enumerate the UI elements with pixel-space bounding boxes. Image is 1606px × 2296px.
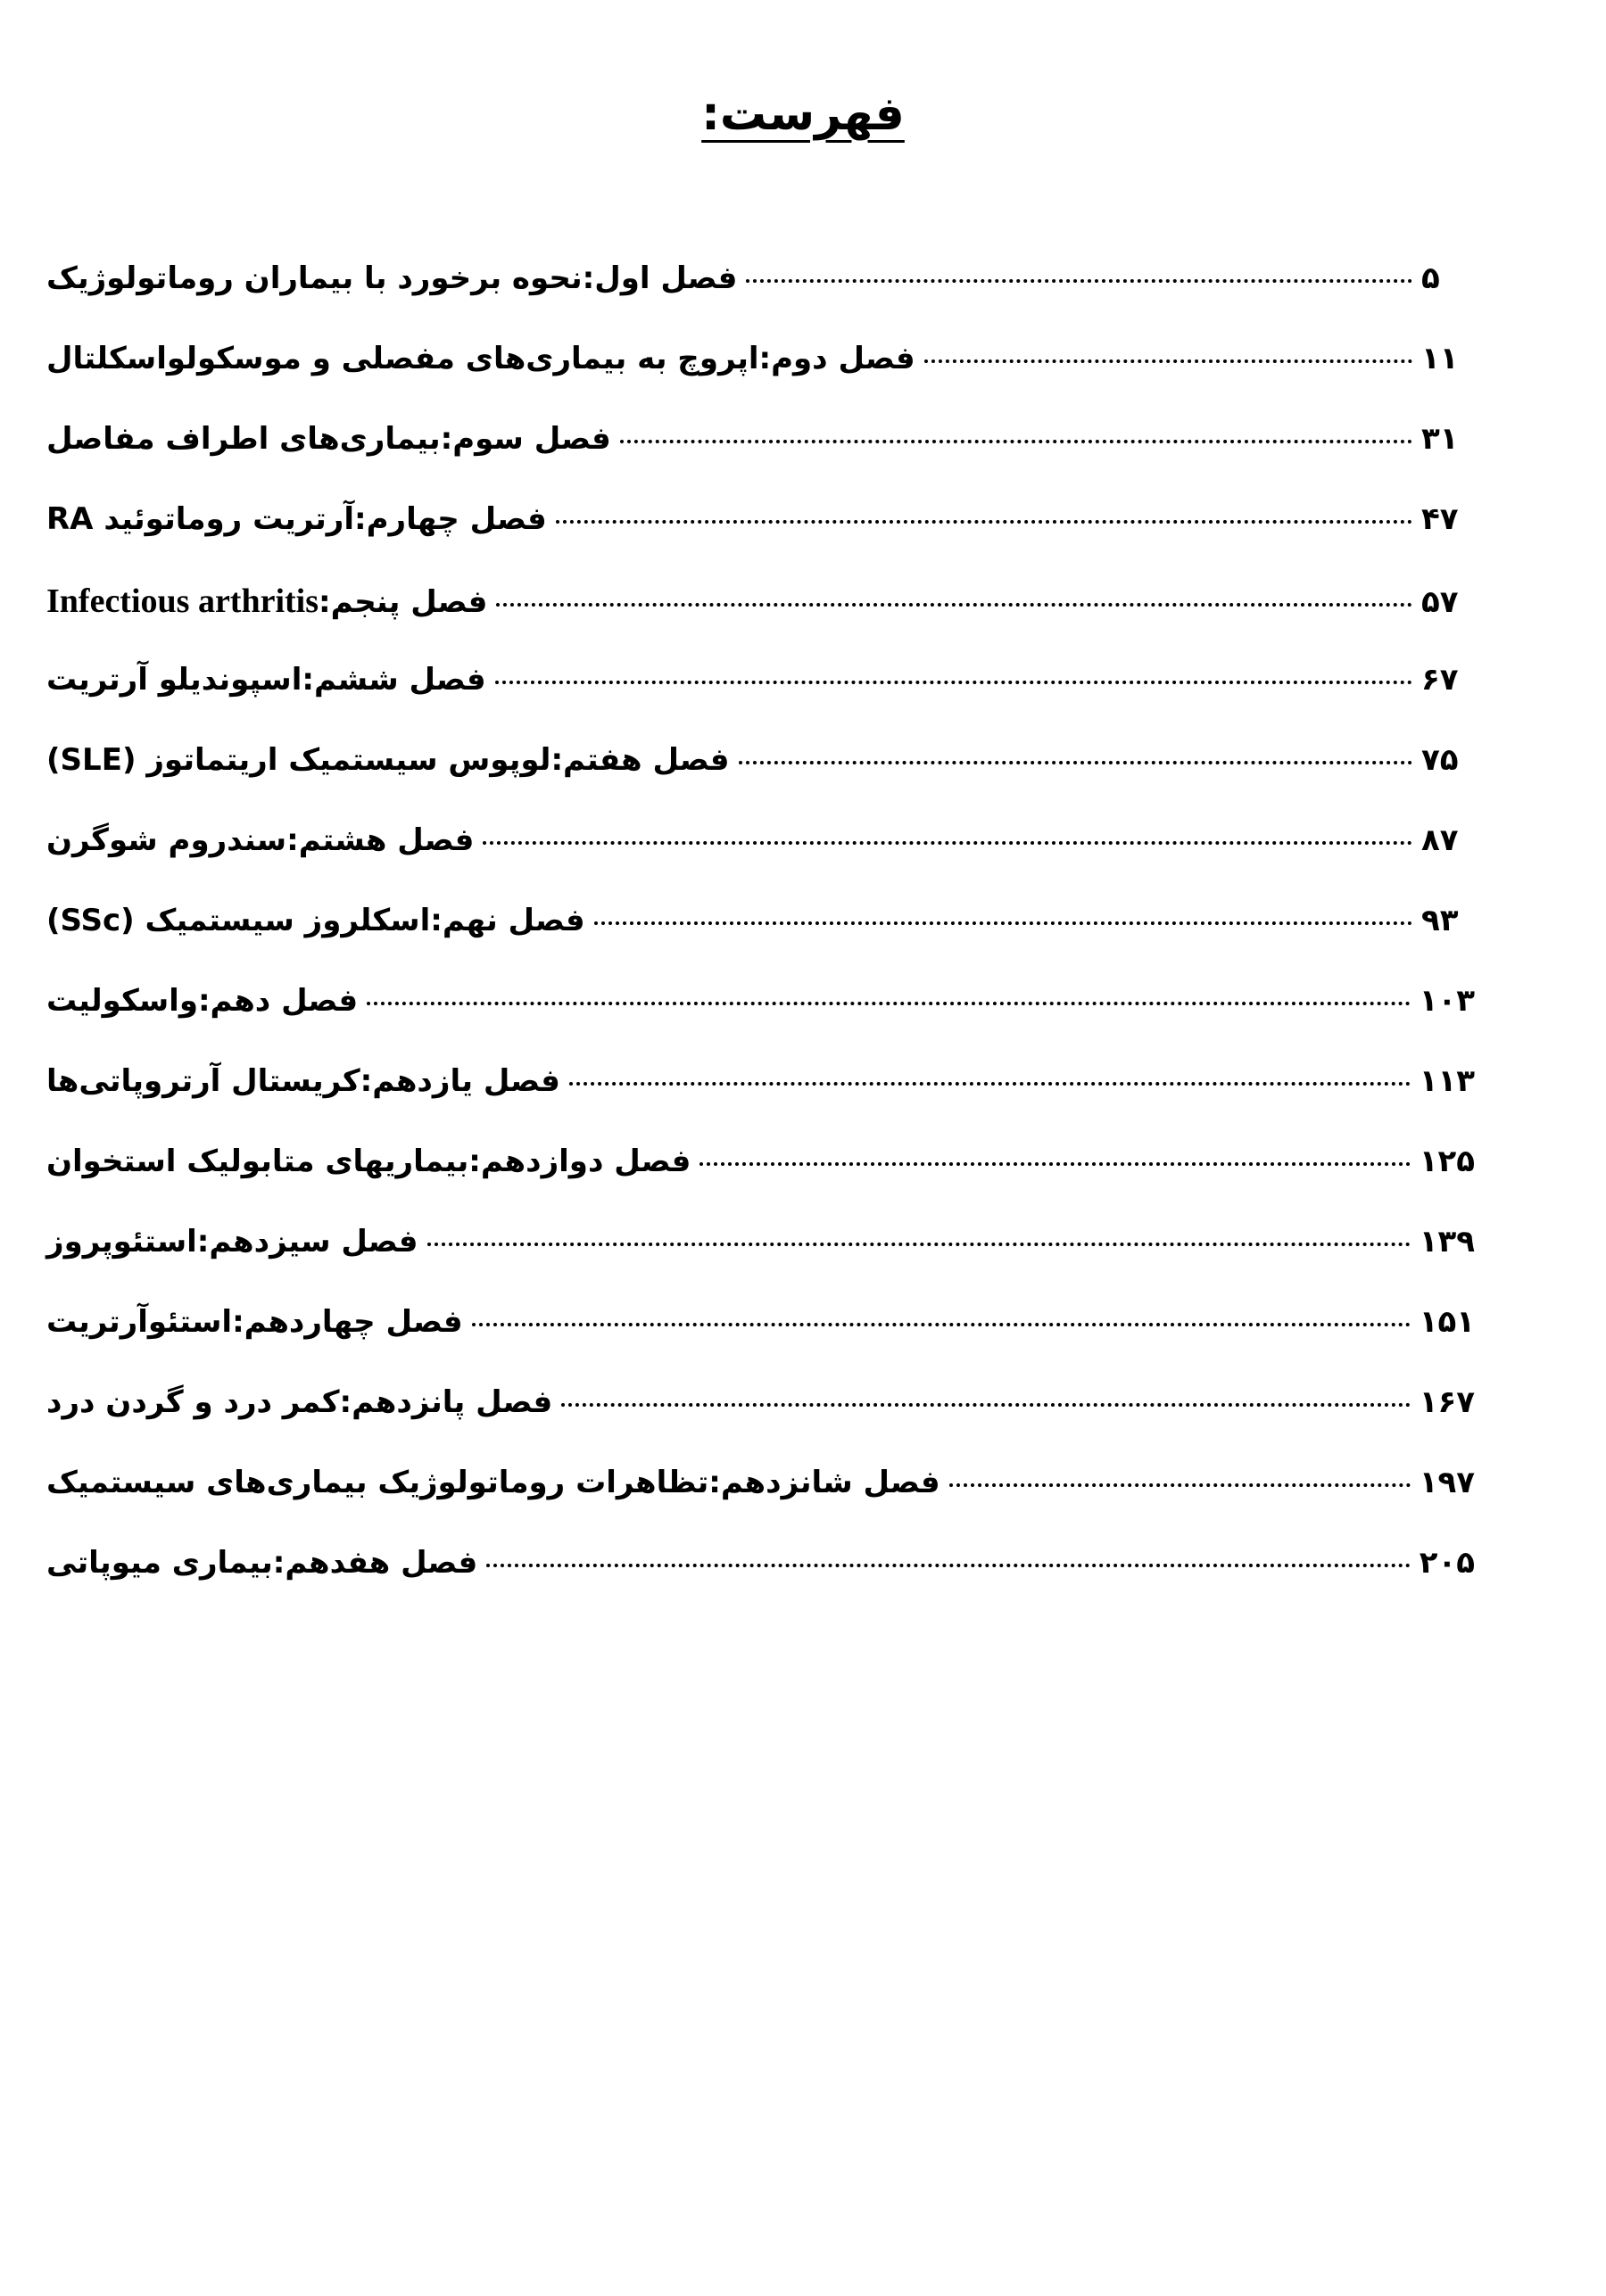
- page-number: ۹۳: [1421, 903, 1459, 938]
- dot-leader: [594, 921, 1412, 925]
- dot-leader: [427, 1243, 1411, 1246]
- table-of-contents: [46, 260, 1475, 1628]
- chapter-label: فصل هفدهم:: [272, 1545, 478, 1581]
- page-number: ۶۷: [1421, 662, 1459, 698]
- chapter-title: نحوه برخورد با بیماران روماتولوژیک: [46, 260, 583, 296]
- dot-leader: [496, 603, 1412, 607]
- chapter-label: فصل پنجم:: [319, 584, 488, 620]
- page-number: ۵: [1421, 260, 1440, 296]
- dot-leader: [472, 1323, 1411, 1326]
- chapter-label: فصل یازدهم:: [360, 1063, 560, 1099]
- chapter-title: بیماری میوپاتی: [46, 1545, 273, 1581]
- page-number: ۱۰۳: [1419, 983, 1475, 1019]
- chapter-title: اسکلروز سیستمیک (SSc): [46, 903, 431, 938]
- toc-row: [46, 742, 1475, 825]
- toc-entry: [46, 905, 585, 936]
- dot-leader: [556, 520, 1412, 524]
- toc-entry: [46, 983, 359, 1019]
- chapter-title: واسکولیت: [46, 983, 198, 1019]
- toc-entry: [46, 1384, 553, 1420]
- chapter-title: تظاهرات روماتولوژیک بیماری‌های سیستمیک: [46, 1465, 709, 1500]
- dot-leader: [367, 1002, 1411, 1005]
- toc-entry: [46, 584, 487, 618]
- chapter-label: فصل نهم:: [430, 903, 585, 938]
- toc-entry: [46, 1226, 418, 1257]
- chapter-title: کریستال آرتروپاتی‌ها: [46, 1063, 360, 1099]
- toc-row: [46, 1146, 1475, 1226]
- dot-leader: [569, 1082, 1411, 1086]
- chapter-title: آرتریت روماتوئید RA: [46, 501, 354, 537]
- page-number: ۴۷: [1421, 501, 1459, 537]
- chapter-title: Infectious arthritis: [46, 582, 319, 620]
- toc-row: [46, 1226, 1475, 1307]
- chapter-label: فصل دهم:: [197, 983, 359, 1019]
- chapter-label: فصل دوازدهم:: [468, 1144, 691, 1179]
- chapter-title: کمر درد و گردن درد: [46, 1384, 340, 1420]
- chapter-label: فصل هفتم:: [551, 742, 730, 778]
- toc-row: [46, 421, 1475, 504]
- page-number: ۸۷: [1421, 822, 1459, 858]
- dot-leader: [483, 841, 1412, 845]
- toc-entry: [46, 421, 611, 457]
- page-number: ۱۱۳: [1419, 1063, 1475, 1099]
- page-number: ۱۳۹: [1419, 1224, 1475, 1259]
- dot-leader: [495, 681, 1412, 684]
- page-number: ۱۱: [1421, 341, 1459, 376]
- dot-leader: [924, 359, 1412, 363]
- chapter-label: فصل پانزدهم:: [339, 1384, 553, 1420]
- toc-row: [46, 905, 1475, 986]
- toc-row: [46, 1545, 1475, 1628]
- toc-row: [46, 1467, 1475, 1548]
- chapter-title: استئوپروز: [46, 1224, 197, 1259]
- toc-entry: [46, 1545, 478, 1581]
- toc-entry: [46, 260, 738, 296]
- toc-row: [46, 343, 1475, 424]
- toc-entry: [46, 1063, 560, 1099]
- chapter-title: استئوآرتریت: [46, 1304, 233, 1340]
- toc-row: [46, 983, 1475, 1066]
- page-number: ۷۵: [1421, 742, 1459, 778]
- dot-leader: [561, 1403, 1411, 1407]
- chapter-title: اپروچ به بیماری‌های مفصلی و موسکولواسکلتال: [46, 341, 759, 376]
- dot-leader: [746, 279, 1412, 283]
- toc-row: [46, 501, 1475, 584]
- page-number: ۱۹۷: [1419, 1465, 1475, 1500]
- dot-leader: [620, 440, 1412, 443]
- chapter-label: فصل اول:: [582, 260, 738, 296]
- chapter-title: بیماریهای متابولیک استخوان: [46, 1144, 469, 1179]
- toc-entry: [46, 1304, 463, 1340]
- page-number: ۱۲۵: [1419, 1144, 1475, 1179]
- toc-row: [46, 822, 1475, 905]
- page-number: ۵۷: [1421, 584, 1459, 620]
- page-number: ۱۵۱: [1419, 1304, 1475, 1340]
- chapter-title: اسپوندیلو آرتریت: [46, 662, 302, 698]
- page-number: ۱۶۷: [1419, 1384, 1475, 1420]
- chapter-label: فصل چهاردهم:: [232, 1304, 463, 1340]
- page-title: [0, 85, 1606, 145]
- toc-entry: [46, 343, 915, 374]
- toc-row: [46, 1063, 1475, 1146]
- toc-entry: [46, 1146, 691, 1177]
- dot-leader: [486, 1564, 1411, 1567]
- toc-entry: [46, 822, 475, 858]
- toc-entry: [46, 501, 547, 537]
- page-title-text: فهرست:: [701, 87, 905, 141]
- chapter-title: سندروم شوگرن: [46, 822, 287, 858]
- dot-leader: [739, 761, 1412, 764]
- toc-row: [46, 584, 1475, 665]
- toc-row: [46, 662, 1475, 745]
- toc-row: [46, 260, 1475, 343]
- chapter-label: فصل سوم:: [440, 421, 611, 457]
- chapter-label: فصل ششم:: [302, 662, 486, 698]
- chapter-label: فصل چهارم:: [353, 501, 547, 537]
- chapter-title: بیماری‌های اطراف مفاصل: [46, 421, 441, 457]
- page-number: ۳۱: [1421, 421, 1459, 457]
- toc-entry: [46, 1467, 940, 1498]
- chapter-label: فصل دوم:: [758, 341, 915, 376]
- toc-row: [46, 1384, 1475, 1467]
- dot-leader: [700, 1162, 1410, 1166]
- toc-entry: [46, 662, 486, 698]
- toc-row: [46, 1304, 1475, 1387]
- chapter-title: لوپوس سیستمیک اریتماتوز (SLE): [46, 742, 551, 778]
- page-number: ۲۰۵: [1419, 1545, 1475, 1581]
- toc-entry: [46, 742, 730, 778]
- chapter-label: فصل هشتم:: [286, 822, 475, 858]
- chapter-label: فصل شانزدهم:: [708, 1465, 940, 1500]
- dot-leader: [949, 1483, 1411, 1487]
- chapter-label: فصل سیزدهم:: [196, 1224, 418, 1259]
